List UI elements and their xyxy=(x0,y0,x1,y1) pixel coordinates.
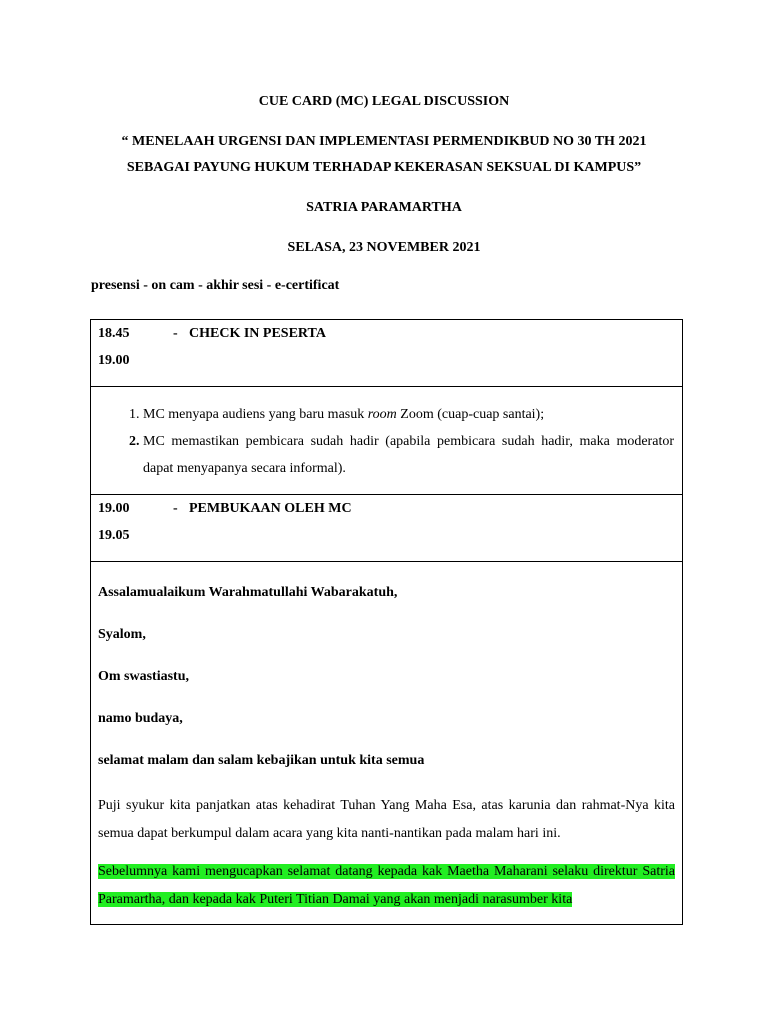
session-time-cell xyxy=(91,320,682,386)
attendance-note: presensi - on cam - akhir sesi - e-certificat xyxy=(91,278,340,293)
greeting-line: Om swastiastu, xyxy=(98,669,190,684)
cue-card-table xyxy=(90,319,683,925)
session-dash: - xyxy=(173,501,178,516)
highlighted-paragraph xyxy=(98,858,675,914)
checkin-instructions-row xyxy=(91,387,683,495)
organizer-name: SATRIA PARAMARTHA xyxy=(306,200,462,215)
session-dash: - xyxy=(173,326,178,341)
doc-subtitle-line2: SEBAGAI PAYUNG HUKUM TERHADAP KEKERASAN SEKSUAL DI KAMPUS” xyxy=(126,160,642,175)
greeting-line: Assalamualaikum Warahmatullahi Wabarakatuh, xyxy=(98,585,398,600)
list-item: 2. MC memastikan pembicara sudah hadir (apabila pembicara sudah hadir, maka moderator dapat menyapanya secara informal). xyxy=(143,428,674,482)
script-paragraph: Puji syukur kita panjatkan atas kehadirat Tuhan Yang Maha Esa, atas karunia dan rahmat-Nya kita semua dapat berkumpul dalam acara yang kita nanti-nantikan pada malam hari ini. xyxy=(98,798,675,841)
session-end-time: 19.05 xyxy=(98,528,130,543)
session-end-time: 19.00 xyxy=(98,353,130,368)
session-label: CHECK IN PESERTA xyxy=(189,326,326,341)
session-row-checkin xyxy=(91,320,683,387)
highlighted-text: Sebelumnya kami mengucapkan selamat datang kepada kak Maetha Maharani selaku direktur Satria Paramartha, dan kepada kak Puteri Titian Damai yang akan menjadi narasumber kita xyxy=(98,864,675,907)
opening-script xyxy=(91,562,682,914)
session-time-cell xyxy=(91,495,682,561)
session-start-time: 18.45 xyxy=(98,326,130,341)
event-date: SELASA, 23 NOVEMBER 2021 xyxy=(287,240,481,255)
doc-subtitle-line1: “ MENELAAH URGENSI DAN IMPLEMENTASI PERMENDIKBUD NO 30 TH 2021 xyxy=(121,134,647,149)
doc-title: CUE CARD (MC) LEGAL DISCUSSION xyxy=(258,94,510,109)
session-label: PEMBUKAAN OLEH MC xyxy=(189,501,352,516)
greeting-line: selamat malam dan salam kebajikan untuk kita semua xyxy=(98,753,425,768)
session-start-time: 19.00 xyxy=(98,501,130,516)
greeting-line: Syalom, xyxy=(98,627,146,642)
opening-script-row xyxy=(91,562,683,925)
greeting-line: namo budaya, xyxy=(98,711,183,726)
session-row-opening xyxy=(91,495,683,562)
checkin-instructions-list xyxy=(91,387,682,482)
list-item: 1. MC menyapa audiens yang baru masuk room Zoom (cuap-cuap santai); xyxy=(143,401,674,428)
